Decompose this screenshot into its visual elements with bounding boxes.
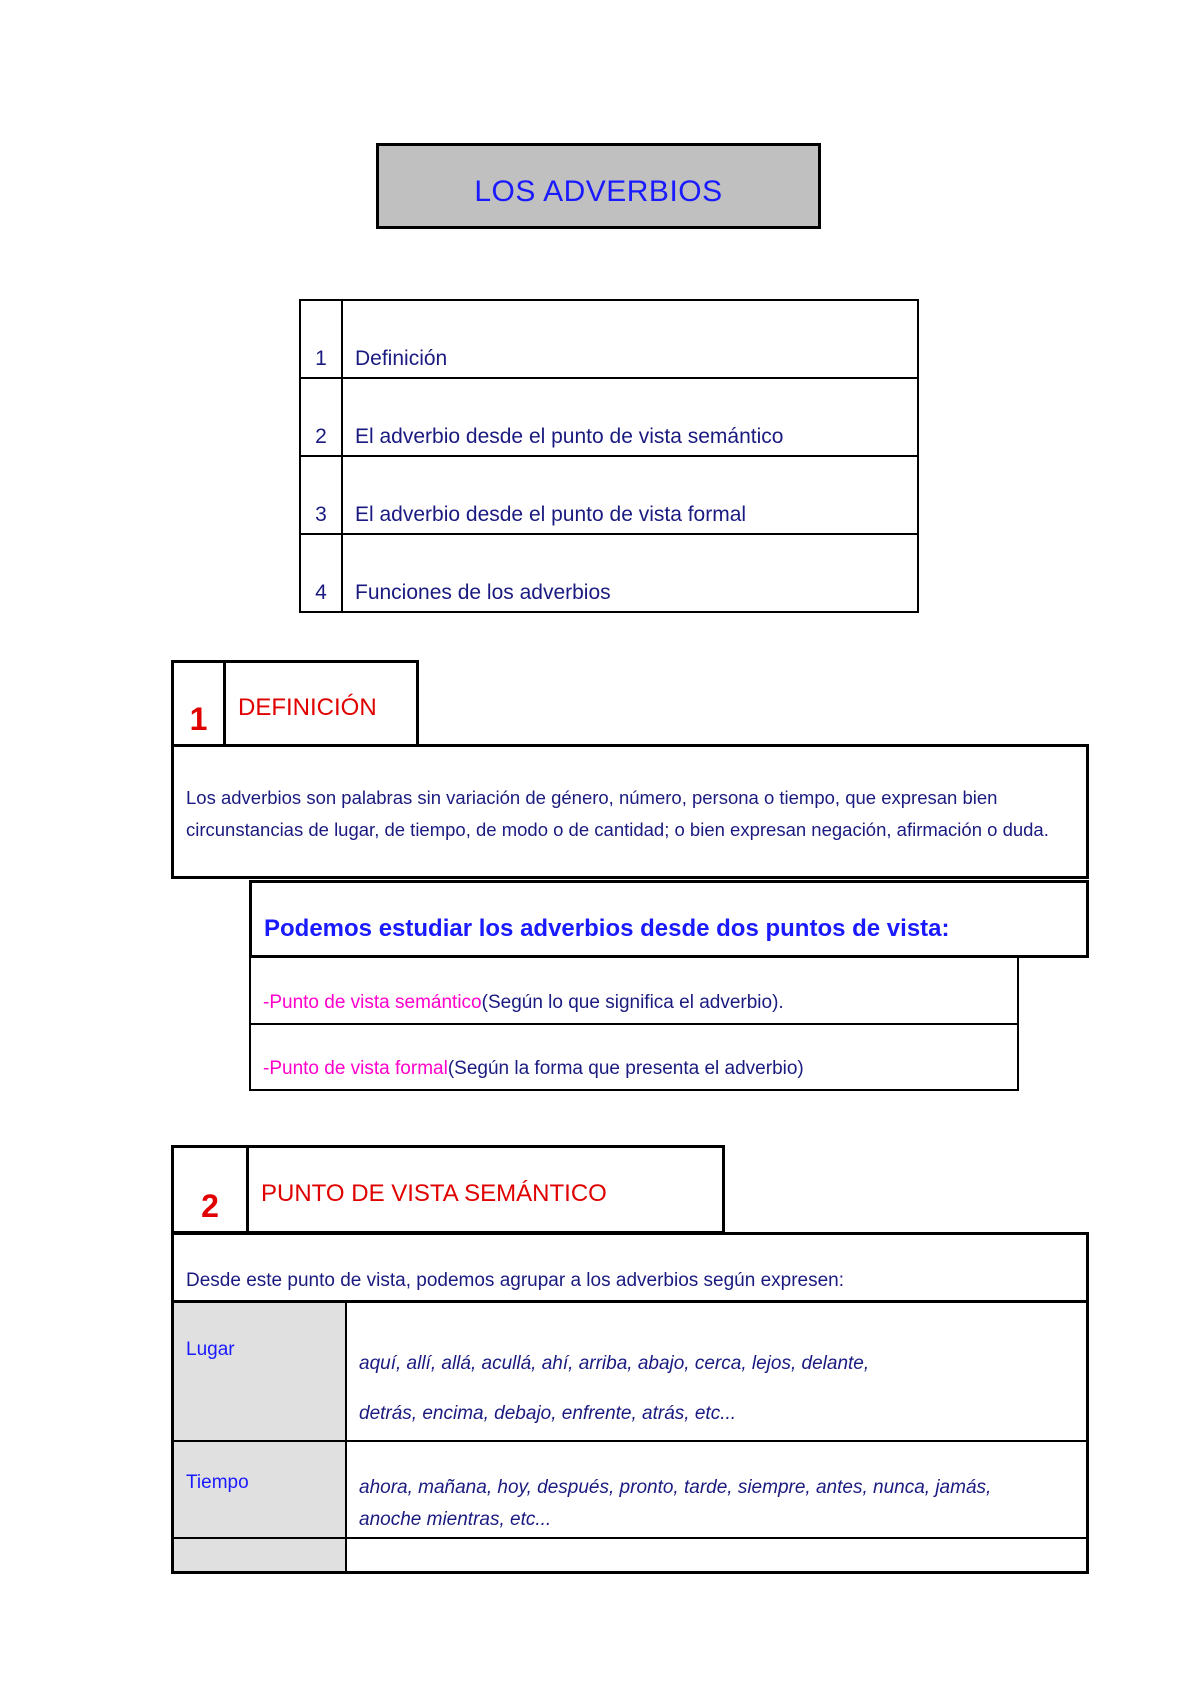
examples-line: ahora, mañana, hoy, después, pronto, tarde, siempre, antes, nunca, jamás, bbox=[359, 1477, 992, 1498]
table-row bbox=[173, 1441, 1088, 1538]
view-name: -Punto de vista formal bbox=[263, 1058, 448, 1079]
examples-line: aquí, allí, allá, acullá, ahí, arriba, abajo, cerca, lejos, delante, bbox=[359, 1353, 870, 1374]
view-item bbox=[251, 1023, 1017, 1089]
title-box bbox=[376, 143, 821, 229]
view-desc: (Según lo que significa el adverbio). bbox=[481, 992, 784, 1013]
view-desc: (Según la forma que presenta el adverbio) bbox=[447, 1058, 804, 1079]
page-title: LOS ADVERBIOS bbox=[474, 175, 723, 208]
view-item bbox=[251, 957, 1017, 1023]
section2-number: 2 bbox=[174, 1148, 249, 1231]
examples-line: anoche mientras, etc... bbox=[359, 1509, 552, 1530]
table-row bbox=[173, 1302, 1088, 1442]
category-cell: Tiempo bbox=[173, 1441, 347, 1538]
toc-row bbox=[300, 456, 918, 534]
toc-number: 3 bbox=[300, 456, 342, 534]
category-cell: Lugar bbox=[173, 1302, 347, 1442]
examples-cell bbox=[346, 1538, 1088, 1572]
toc-row bbox=[300, 300, 918, 378]
category-cell bbox=[173, 1538, 347, 1572]
semantic-table bbox=[171, 1300, 1089, 1574]
toc-row bbox=[300, 534, 918, 612]
subheading: Podemos estudiar los adverbios desde dos puntos de vista: bbox=[264, 915, 950, 942]
toc-label: El adverbio desde el punto de vista semántico bbox=[342, 378, 918, 456]
toc-label: El adverbio desde el punto de vista formal bbox=[342, 456, 918, 534]
toc-label: Funciones de los adverbios bbox=[342, 534, 918, 612]
examples-cell bbox=[346, 1302, 1088, 1442]
section1-number: 1 bbox=[174, 663, 226, 744]
section2-title: PUNTO DE VISTA SEMÁNTICO bbox=[261, 1179, 607, 1207]
toc-number: 1 bbox=[300, 300, 342, 378]
section2-header bbox=[171, 1145, 725, 1234]
toc-table bbox=[299, 299, 919, 613]
view-name: -Punto de vista semántico bbox=[263, 992, 482, 1013]
definition-text: Los adverbios son palabras sin variación de género, número, persona o tiempo, que expresan bien circunstancias de lugar, de tiempo, de modo o de cantidad; o bien expresan negación, afirmación o duda. bbox=[186, 787, 1049, 840]
toc-number: 4 bbox=[300, 534, 342, 612]
section2-intro-box bbox=[171, 1232, 1089, 1302]
views-box bbox=[249, 955, 1019, 1091]
definition-box bbox=[171, 744, 1089, 879]
toc-label: Definición bbox=[342, 300, 918, 378]
toc-number: 2 bbox=[300, 378, 342, 456]
toc-row bbox=[300, 378, 918, 456]
examples-line: detrás, encima, debajo, enfrente, atrás, etc... bbox=[359, 1403, 737, 1424]
table-row bbox=[173, 1538, 1088, 1572]
subheading-box bbox=[249, 880, 1089, 958]
section1-header bbox=[171, 660, 419, 747]
section1-title: DEFINICIÓN bbox=[238, 693, 377, 721]
examples-cell bbox=[346, 1441, 1088, 1538]
section2-intro: Desde este punto de vista, podemos agrupar a los adverbios según expresen: bbox=[186, 1270, 845, 1291]
